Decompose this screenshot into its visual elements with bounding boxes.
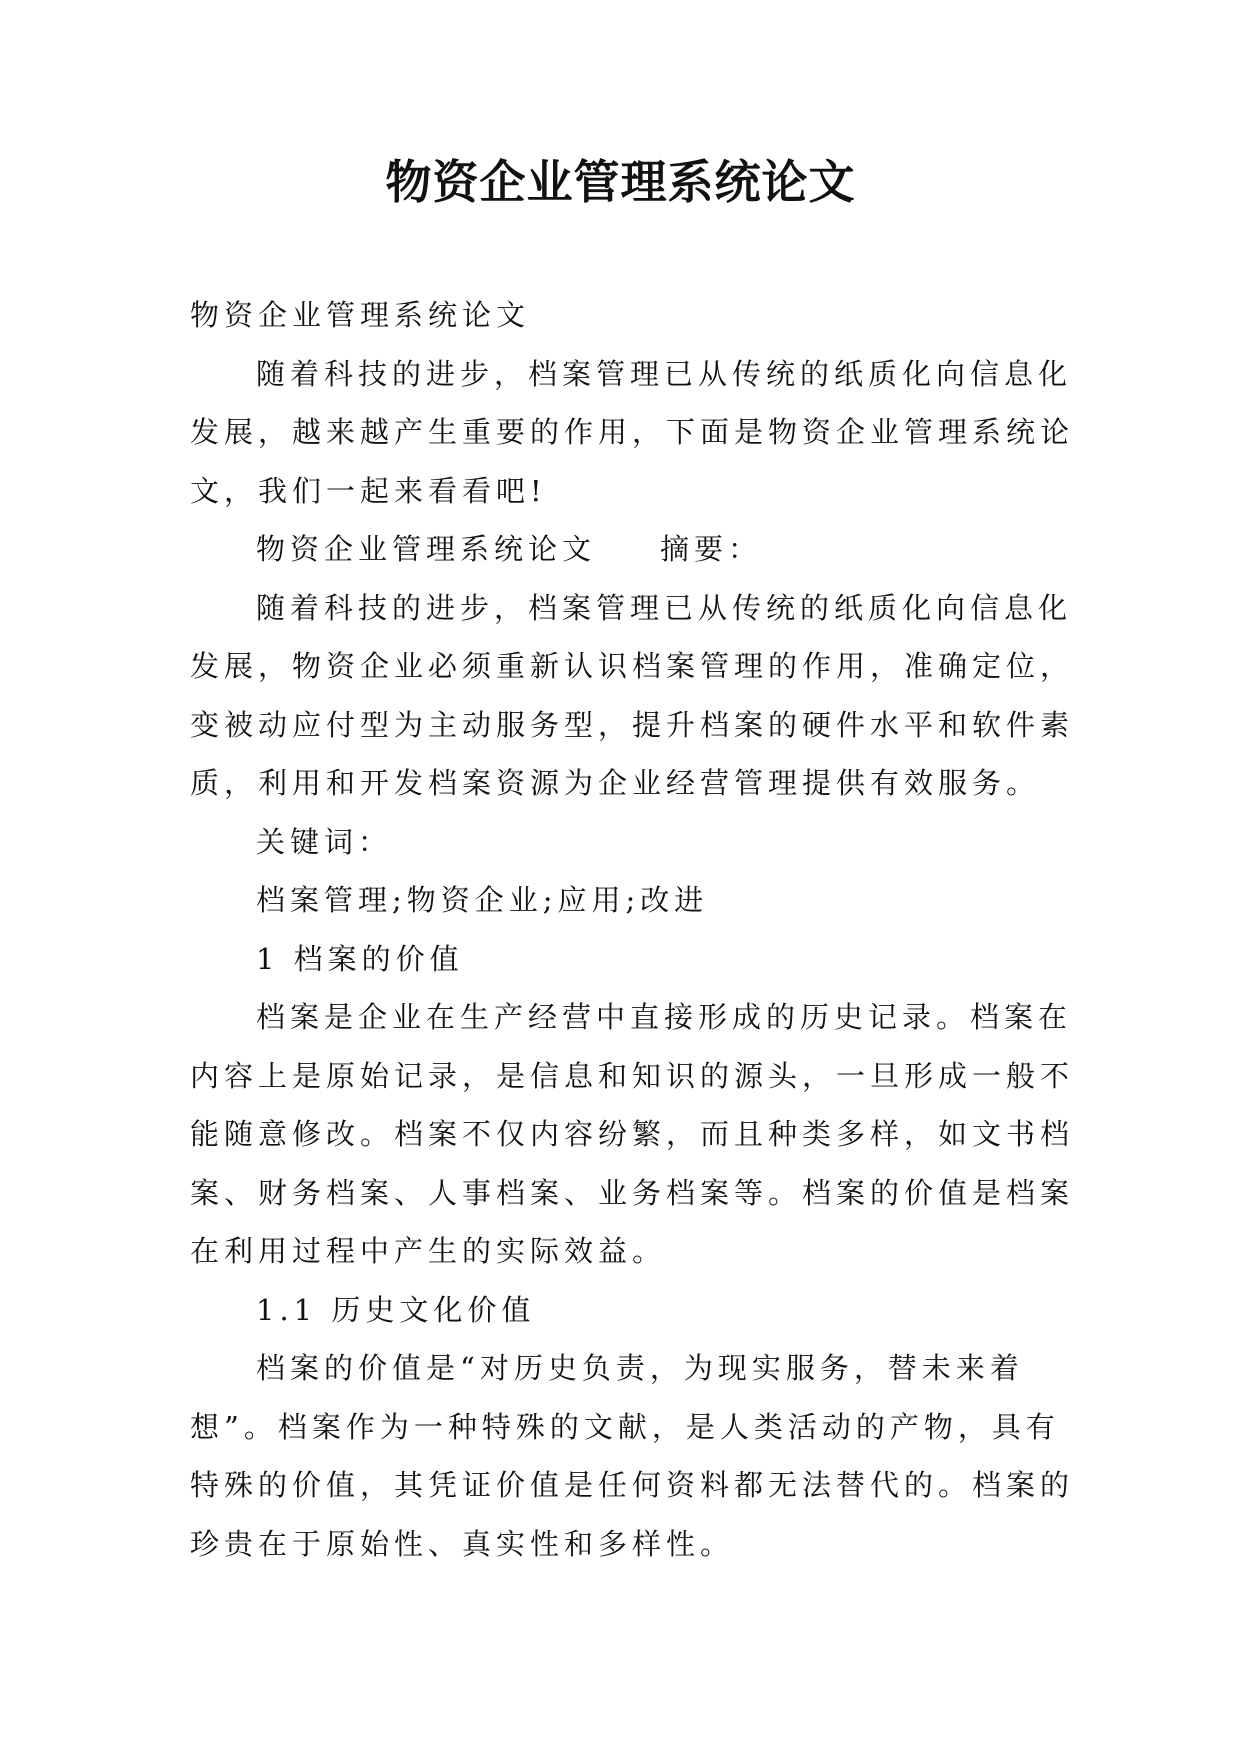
paragraph-line: 随着科技的进步，档案管理已从传统的纸质化向信息化 [256,356,1073,391]
paragraph-line: 特殊的价值，其凭证价值是任何资料都无法替代的。档案的 [190,1468,1075,1502]
keywords-label: 关键词： [256,824,393,859]
subsection-heading: 1.1 历史文化价值 [256,1292,536,1327]
paragraph-line: 文，我们一起来看看吧! [190,473,547,508]
paragraph-line: 质，利用和开发档案资源为企业经营管理提供有效服务。 [190,766,1041,800]
keywords-list: 档案管理;物资企业;应用;改进 [256,883,709,917]
abstract-label: 摘要： [660,532,763,566]
paragraph-line: 发展，物资企业必须重新认识档案管理的作用，准确定位， [190,649,1075,683]
abstract-paper-title: 物资企业管理系统论文 [256,532,597,566]
document-body [190,286,1075,1573]
paragraph-line: 随着科技的进步，档案管理已从传统的纸质化向信息化 [256,590,1073,625]
document-title: 物资企业管理系统论文 [385,155,856,209]
paragraph-line: 在利用过程中产生的实际效益。 [190,1234,667,1268]
paragraph-line: 物资企业管理系统论文 [190,298,531,332]
paragraph-line: 发展，越来越产生重要的作用，下面是物资企业管理系统论 [190,415,1075,449]
paragraph-line: 变被动应付型为主动服务型，提升档案的硬件水平和软件素 [190,707,1075,742]
paragraph-line: 案、财务档案、人事档案、业务档案等。档案的价值是档案 [190,1175,1075,1210]
paragraph-line: 档案的价值是“对历史负责，为现实服务，替未来着 [256,1351,1024,1385]
paragraph-line: 想”。档案作为一种特殊的文献，是人类活动的产物，具有 [190,1409,1060,1444]
section-heading: 1 档案的价值 [256,941,464,976]
paragraph-line: 能随意修改。档案不仅内容纷繁，而且种类多样，如文书档 [190,1117,1075,1151]
paragraph-line: 内容上是原始记录，是信息和知识的源头，一旦形成一般不 [190,1058,1075,1093]
paragraph-line: 档案是企业在生产经营中直接形成的历史记录。档案在 [256,1000,1073,1034]
paragraph-line: 珍贵在于原始性、真实性和多样性。 [190,1526,735,1561]
abstract-heading-line [190,520,1062,579]
